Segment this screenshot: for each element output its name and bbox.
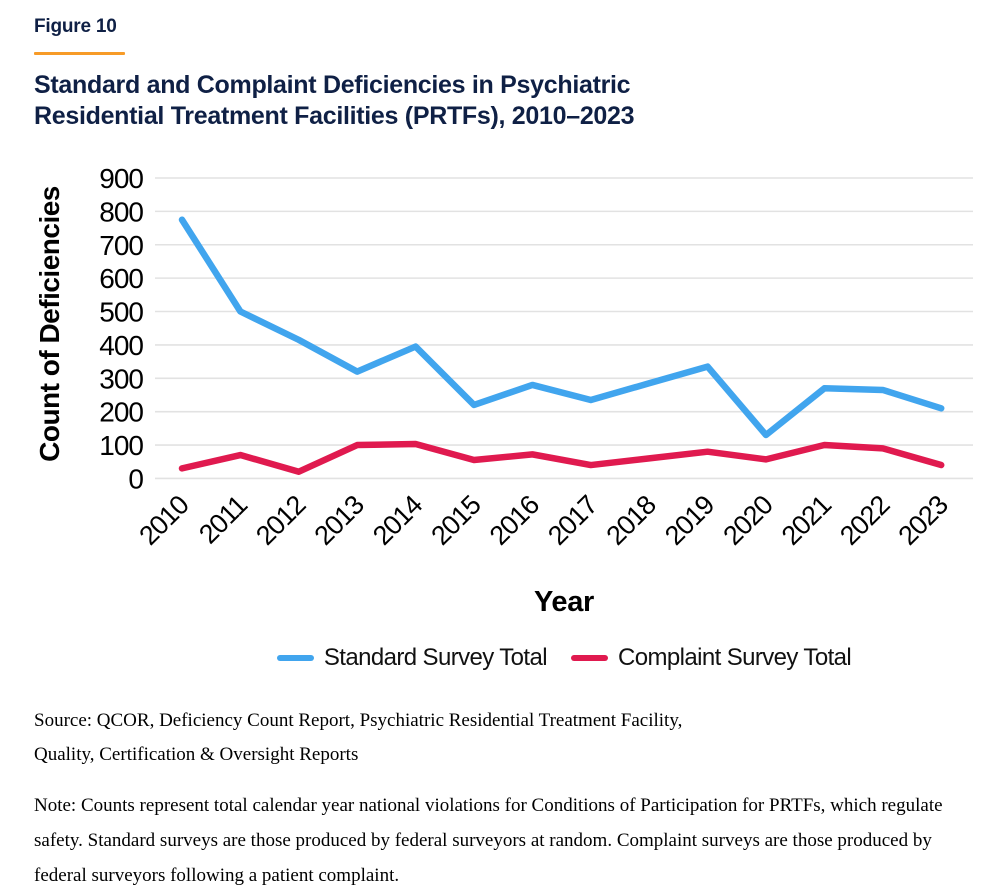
svg-text:800: 800 bbox=[99, 196, 143, 228]
svg-text:2010: 2010 bbox=[133, 490, 195, 551]
svg-text:2011: 2011 bbox=[193, 490, 253, 550]
legend-label-complaint: Complaint Survey Total bbox=[617, 644, 852, 671]
source-line-1: Source: QCOR, Deficiency Count Report, Psychiatric Residential Treatment Facility, bbox=[34, 710, 683, 731]
svg-text:2022: 2022 bbox=[834, 490, 896, 551]
svg-text:2023: 2023 bbox=[892, 490, 954, 551]
svg-text:100: 100 bbox=[99, 430, 143, 462]
svg-text:2019: 2019 bbox=[658, 490, 720, 551]
x-axis-title: Year bbox=[533, 586, 595, 618]
svg-text:500: 500 bbox=[99, 296, 143, 328]
svg-text:2012: 2012 bbox=[250, 490, 312, 551]
svg-text:900: 900 bbox=[99, 163, 143, 194]
legend-label-standard: Standard Survey Total bbox=[323, 644, 547, 671]
complaint-series-swatch bbox=[571, 655, 608, 661]
chart-title: Standard and Complaint Deficiencies in Psychiatric Residential Treatment Facilities (PRTFs), 2010–2023 bbox=[34, 71, 635, 130]
figure-label: Figure 10 bbox=[34, 16, 117, 37]
note-text: Note: Counts represent total calendar year national violations for Conditions of Participation for PRTFs, which regulate safety. Standard surveys are those produced by federal surveyors at random. Complaint surveys are those produced by federal surveyors following a patient complaint. bbox=[34, 795, 943, 886]
svg-text:600: 600 bbox=[99, 263, 143, 295]
chart-legend bbox=[155, 644, 973, 672]
svg-text:400: 400 bbox=[99, 329, 143, 361]
svg-text:2015: 2015 bbox=[425, 490, 487, 551]
svg-text:2020: 2020 bbox=[717, 490, 779, 551]
svg-text:2013: 2013 bbox=[308, 490, 370, 551]
svg-text:300: 300 bbox=[99, 363, 143, 395]
svg-text:200: 200 bbox=[99, 396, 143, 428]
svg-text:2017: 2017 bbox=[542, 490, 604, 551]
svg-text:700: 700 bbox=[99, 229, 143, 261]
legend-item-complaint bbox=[571, 644, 851, 672]
svg-text:0: 0 bbox=[128, 463, 143, 495]
y-axis-title: Count of Deficiencies bbox=[34, 186, 66, 462]
source-text bbox=[34, 704, 682, 772]
svg-text:2018: 2018 bbox=[600, 490, 662, 551]
legend-item-standard bbox=[277, 644, 547, 672]
source-line-2: Quality, Certification & Oversight Reports bbox=[34, 744, 359, 765]
svg-text:2014: 2014 bbox=[366, 490, 428, 551]
svg-text:2016: 2016 bbox=[483, 490, 545, 551]
standard-series-swatch bbox=[277, 655, 314, 661]
svg-text:2021: 2021 bbox=[775, 490, 837, 551]
